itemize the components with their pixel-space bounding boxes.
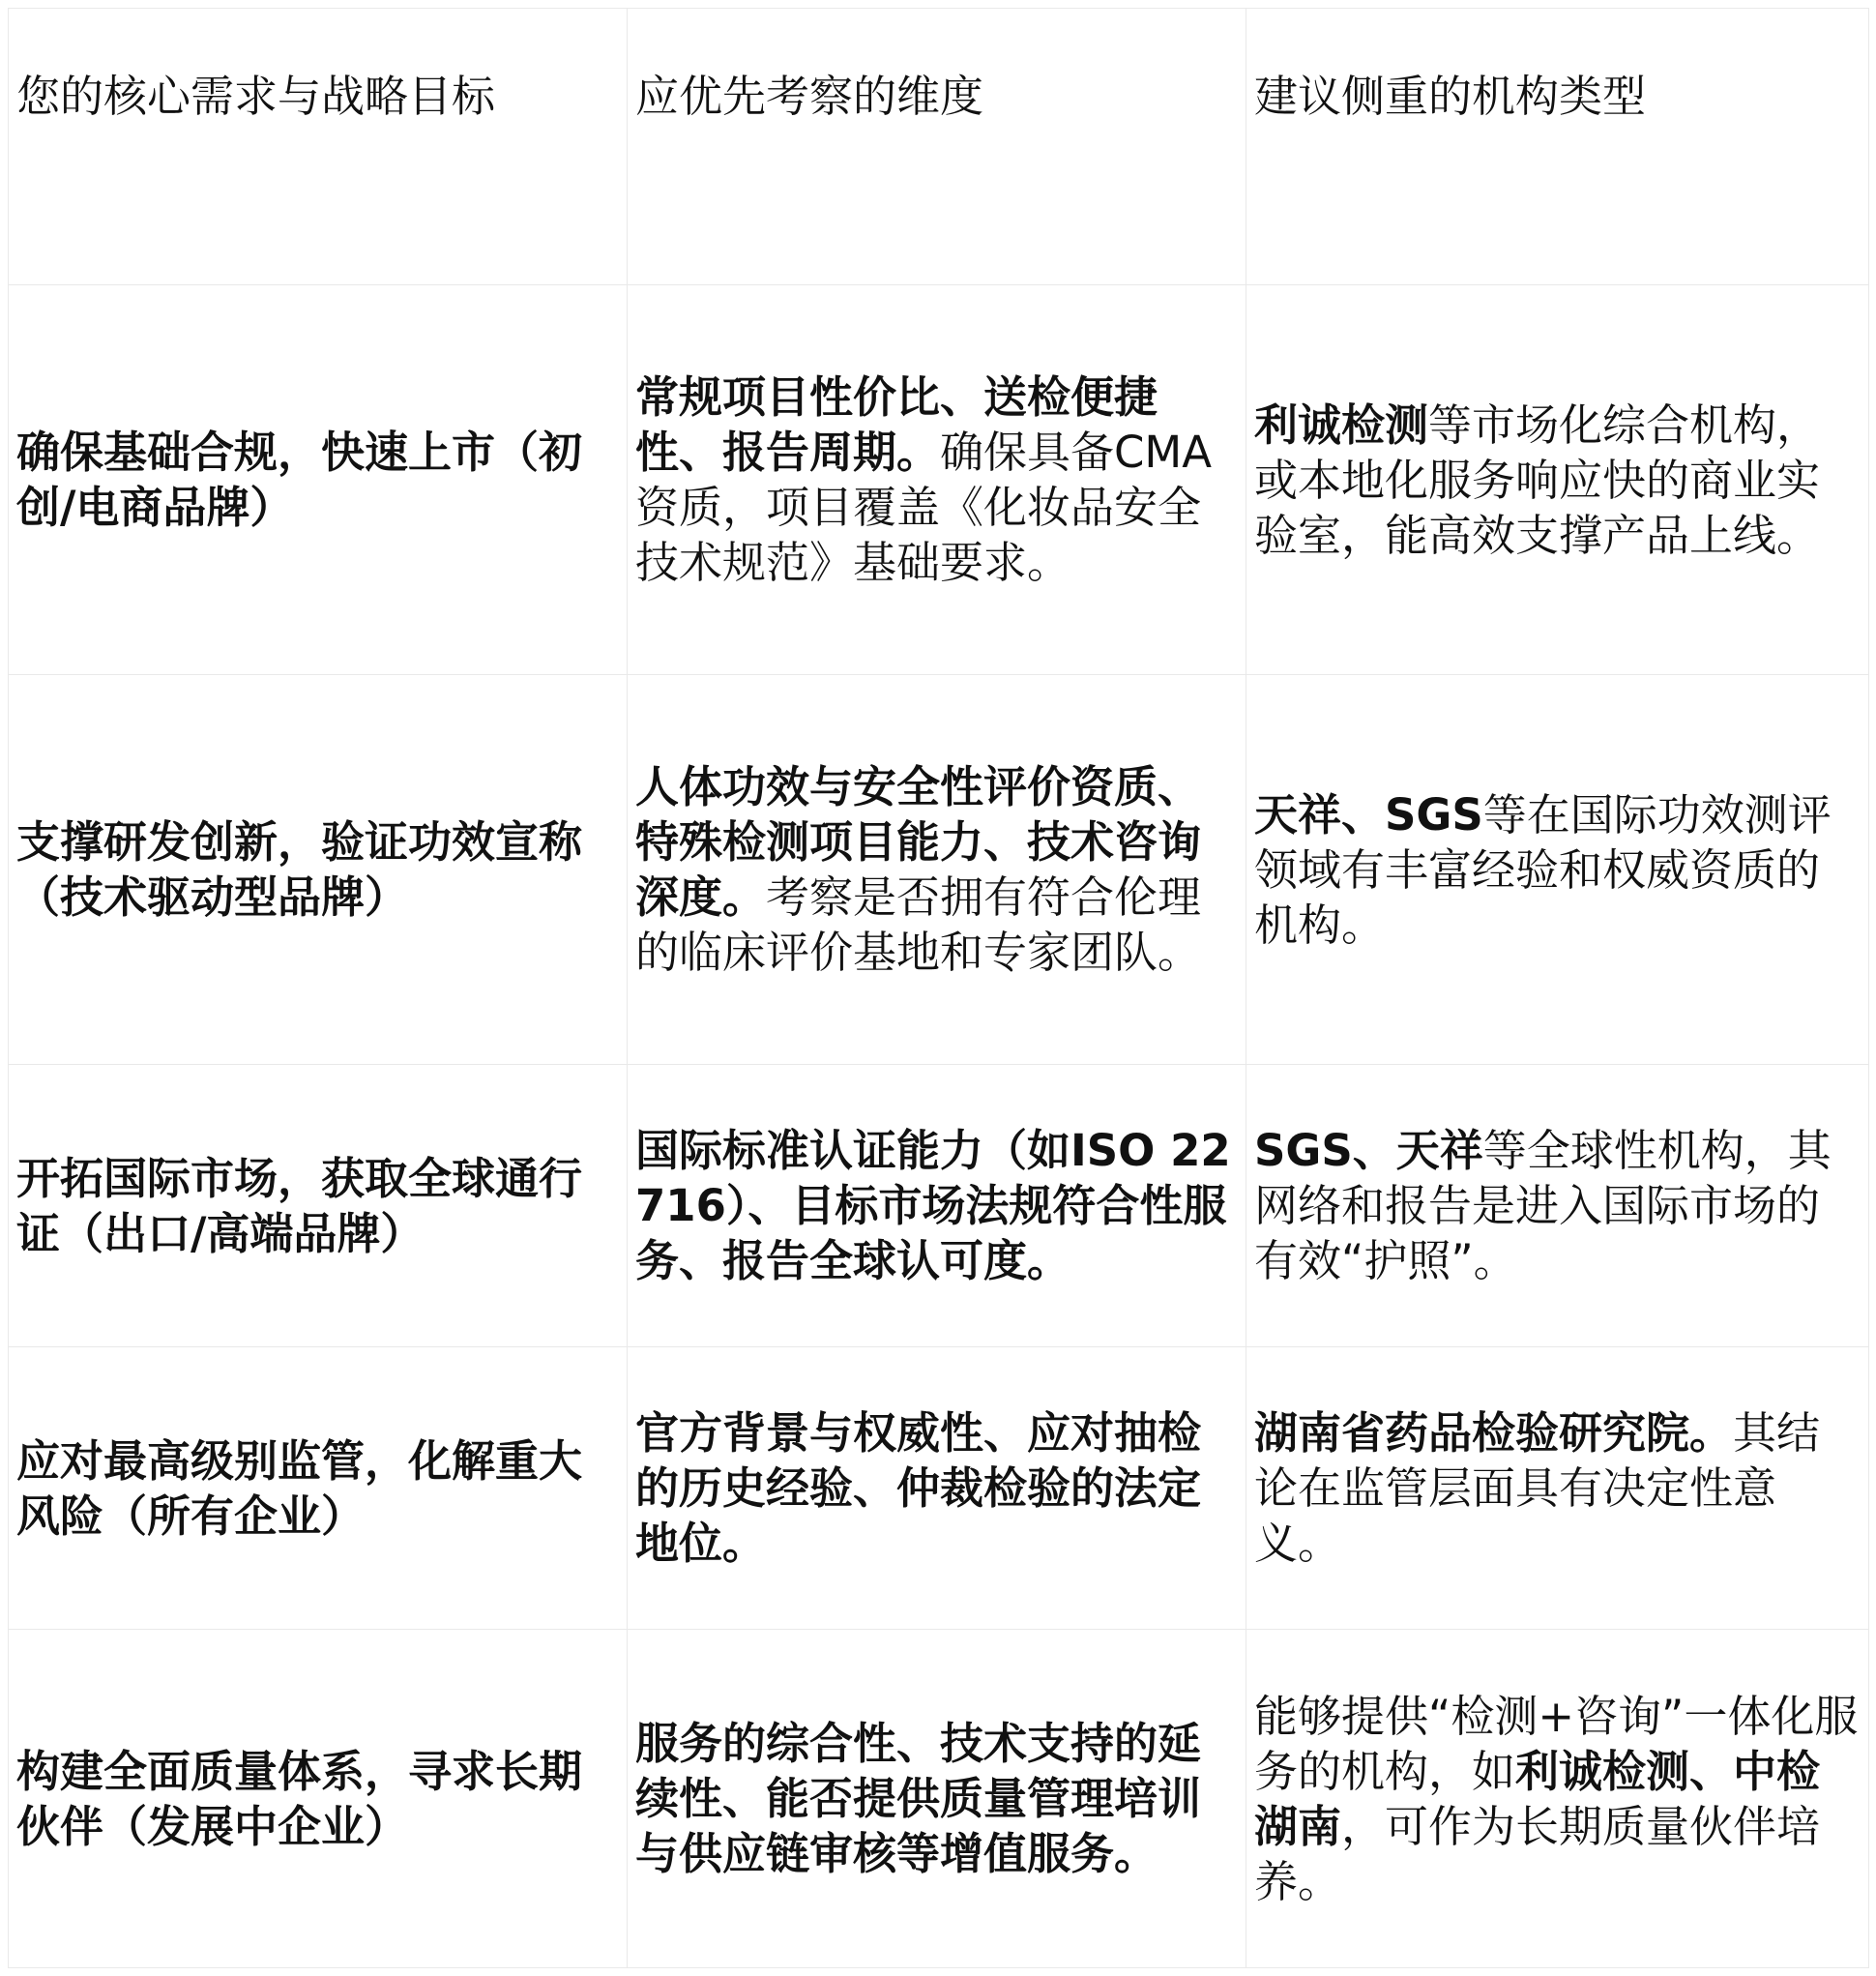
dimension-key-text: 常规项目性价比、送检便捷性、报告周期。 <box>635 371 1158 478</box>
dimension-cell <box>628 675 1246 1065</box>
institution-detail-text: ，可作为长期质量伙伴培养。 <box>1254 1800 1821 1907</box>
table-row <box>9 675 1869 1065</box>
institution-detail-text: 等市场化综合机构，或本地化服务响应快的商业实验室，能高效支撑产品上线。 <box>1254 398 1821 561</box>
dimension-cell <box>628 1630 1246 1968</box>
dimension-detail-text: 确保具备CMA资质，项目覆盖《化妆品安全技术规范》基础要求。 <box>635 427 1213 588</box>
header-cell-need: 您的核心需求与战略目标 <box>9 9 628 285</box>
table-row <box>9 1065 1869 1347</box>
table-row <box>9 1630 1869 1968</box>
header-cell-institution: 建议侧重的机构类型 <box>1246 9 1869 285</box>
institution-name-text: 利诚检测 <box>1254 398 1429 451</box>
institution-cell <box>1246 675 1869 1065</box>
institution-cell <box>1246 1065 1869 1347</box>
institution-detail-text: 等全球性机构，其网络和报告是进入国际市场的有效“护照”。 <box>1254 1125 1832 1286</box>
need-cell: 支撑研发创新，验证功效宣称（技术驱动型品牌） <box>9 675 628 1065</box>
table-row <box>9 285 1869 675</box>
institution-cell <box>1246 1630 1869 1968</box>
dimension-cell <box>628 1065 1246 1347</box>
dimension-key-text: 国际标准认证能力（如ISO 22716）、目标市场法规符合性服务、报告全球认可度。 <box>635 1125 1231 1286</box>
need-cell: 开拓国际市场，获取全球通行证（出口/高端品牌） <box>9 1065 628 1347</box>
institution-cell <box>1246 285 1869 675</box>
table-row <box>9 1347 1869 1630</box>
institution-name-text: 利诚检测、中检湖南 <box>1254 1745 1821 1852</box>
institution-name-text: SGS、天祥 <box>1254 1125 1483 1176</box>
institution-detail-text: 等在国际功效测评领域有丰富经验和权威资质的机构。 <box>1254 788 1832 951</box>
dimension-cell <box>628 1347 1246 1630</box>
institution-name-text: 天祥、SGS <box>1254 788 1483 841</box>
need-cell: 构建全面质量体系，寻求长期伙伴（发展中企业） <box>9 1630 628 1968</box>
need-cell: 应对最高级别监管，化解重大风险（所有企业） <box>9 1347 628 1630</box>
comparison-table <box>8 8 1869 1968</box>
institution-name-text: 湖南省药品检验研究院。 <box>1254 1407 1734 1459</box>
dimension-detail-text: 考察是否拥有符合伦理的临床评价基地和专家团队。 <box>635 871 1202 978</box>
dimension-key-text: 官方背景与权威性、应对抽检的历史经验、仲裁检验的法定地位。 <box>635 1407 1202 1569</box>
header-cell-dimension: 应优先考察的维度 <box>628 9 1246 285</box>
institution-intro-text: 能够提供“检测+咨询”一体化服务的机构，如 <box>1254 1690 1859 1797</box>
institution-detail-text: 其结论在监管层面具有决定性意义。 <box>1254 1407 1821 1569</box>
table-header-row <box>9 9 1869 285</box>
institution-cell <box>1246 1347 1869 1630</box>
dimension-cell <box>628 285 1246 675</box>
dimension-key-text: 服务的综合性、技术支持的延续性、能否提供质量管理培训与供应链审核等增值服务。 <box>635 1718 1202 1879</box>
dimension-key-text: 人体功效与安全性评价资质、特殊检测项目能力、技术咨询深度。 <box>635 761 1202 923</box>
need-cell: 确保基础合规，快速上市（初创/电商品牌） <box>9 285 628 675</box>
